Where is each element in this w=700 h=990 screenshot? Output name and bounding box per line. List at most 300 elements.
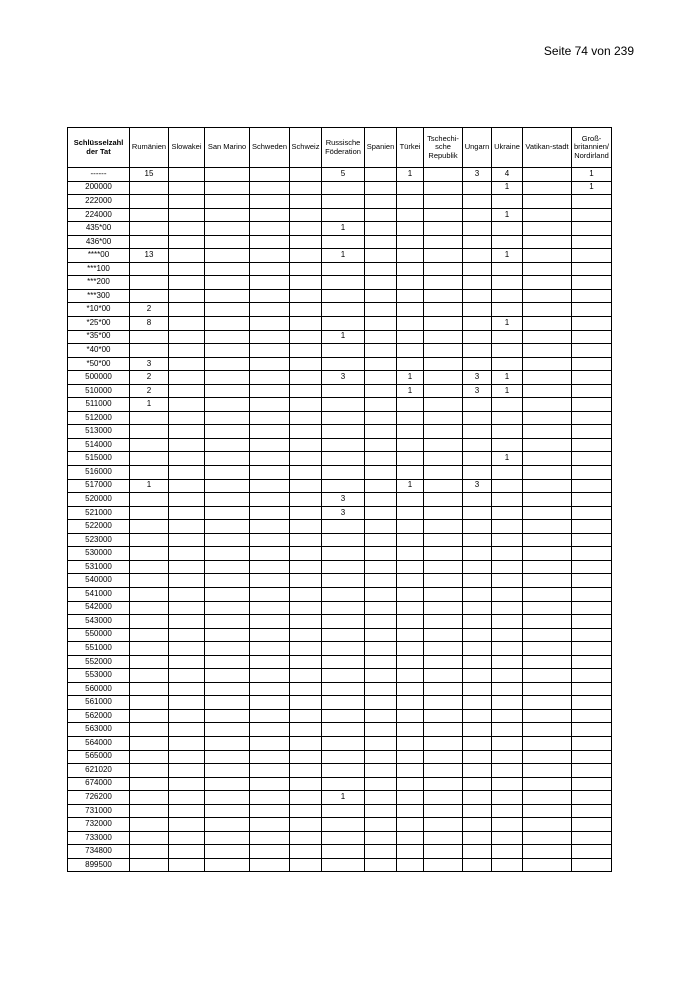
- row-key-cell: 560000: [68, 682, 130, 696]
- table-row: [68, 736, 612, 750]
- table-cell: [572, 262, 612, 276]
- table-row: [68, 547, 612, 561]
- table-cell: [130, 425, 169, 439]
- table-cell: [572, 560, 612, 574]
- table-cell: [169, 669, 205, 683]
- table-cell: [424, 669, 463, 683]
- table-cell: 1: [397, 384, 424, 398]
- table-cell: [523, 506, 572, 520]
- column-header: Türkei: [397, 128, 424, 168]
- table-cell: [523, 831, 572, 845]
- table-cell: 1: [322, 330, 365, 344]
- table-cell: [205, 858, 250, 872]
- table-cell: [523, 344, 572, 358]
- table-cell: [290, 384, 322, 398]
- table-cell: [572, 669, 612, 683]
- table-cell: [250, 655, 290, 669]
- table-cell: [397, 276, 424, 290]
- table-cell: [572, 615, 612, 629]
- table-cell: [169, 371, 205, 385]
- table-cell: [205, 642, 250, 656]
- table-cell: [130, 411, 169, 425]
- table-cell: [523, 235, 572, 249]
- table-cell: [205, 181, 250, 195]
- table-cell: [492, 764, 523, 778]
- table-cell: [130, 208, 169, 222]
- table-cell: [397, 195, 424, 209]
- table-cell: [290, 168, 322, 182]
- table-cell: [365, 208, 397, 222]
- table-cell: [169, 642, 205, 656]
- page-number: Seite 74 von 239: [543, 44, 634, 58]
- table-cell: [397, 601, 424, 615]
- table-cell: [205, 547, 250, 561]
- table-cell: [397, 249, 424, 263]
- table-cell: [250, 425, 290, 439]
- row-key-cell: 516000: [68, 466, 130, 480]
- table-cell: [130, 750, 169, 764]
- table-cell: [250, 533, 290, 547]
- table-cell: [463, 736, 492, 750]
- table-cell: [169, 587, 205, 601]
- table-cell: [290, 479, 322, 493]
- table-cell: [572, 547, 612, 561]
- row-key-cell: 731000: [68, 804, 130, 818]
- table-cell: [322, 642, 365, 656]
- table-cell: 3: [463, 168, 492, 182]
- table-cell: [290, 547, 322, 561]
- table-cell: [290, 425, 322, 439]
- table-cell: [290, 682, 322, 696]
- table-cell: [463, 560, 492, 574]
- table-cell: [365, 520, 397, 534]
- table-cell: [205, 736, 250, 750]
- table-cell: 1: [322, 249, 365, 263]
- table-cell: [523, 587, 572, 601]
- table-cell: [365, 181, 397, 195]
- table-cell: [169, 262, 205, 276]
- row-key-cell: 515000: [68, 452, 130, 466]
- table-cell: 1: [130, 398, 169, 412]
- table-cell: [397, 222, 424, 236]
- table-cell: [365, 249, 397, 263]
- table-cell: [205, 493, 250, 507]
- table-cell: [130, 628, 169, 642]
- table-cell: [365, 736, 397, 750]
- table-cell: [290, 723, 322, 737]
- table-cell: [322, 818, 365, 832]
- table-cell: [205, 791, 250, 805]
- table-cell: [492, 696, 523, 710]
- table-row: [68, 289, 612, 303]
- row-key-cell: *25*00: [68, 317, 130, 331]
- table-cell: [250, 560, 290, 574]
- table-cell: [169, 344, 205, 358]
- table-cell: [523, 858, 572, 872]
- table-cell: [250, 195, 290, 209]
- table-cell: [397, 723, 424, 737]
- row-key-cell: 733000: [68, 831, 130, 845]
- table-cell: [523, 818, 572, 832]
- table-cell: [397, 466, 424, 480]
- table-cell: [169, 520, 205, 534]
- table-cell: [397, 682, 424, 696]
- table-cell: 3: [322, 506, 365, 520]
- table-cell: [322, 804, 365, 818]
- table-cell: [169, 533, 205, 547]
- table-cell: [523, 195, 572, 209]
- table-cell: [169, 235, 205, 249]
- table-cell: 3: [463, 371, 492, 385]
- table-cell: [572, 696, 612, 710]
- table-cell: [205, 357, 250, 371]
- table-row: [68, 181, 612, 195]
- table-cell: [523, 709, 572, 723]
- table-cell: [290, 818, 322, 832]
- table-cell: [572, 506, 612, 520]
- table-cell: [205, 317, 250, 331]
- table-cell: [424, 574, 463, 588]
- table-cell: [250, 791, 290, 805]
- table-cell: [397, 831, 424, 845]
- column-header: Ukraine: [492, 128, 523, 168]
- table-cell: 3: [463, 479, 492, 493]
- table-cell: [463, 452, 492, 466]
- table-cell: [424, 642, 463, 656]
- table-cell: [365, 330, 397, 344]
- table-cell: [322, 452, 365, 466]
- table-cell: [205, 709, 250, 723]
- table-cell: [463, 195, 492, 209]
- table-cell: [322, 560, 365, 574]
- table-row: [68, 574, 612, 588]
- row-key-cell: 523000: [68, 533, 130, 547]
- column-header: Vatikan-stadt: [523, 128, 572, 168]
- table-cell: [492, 479, 523, 493]
- table-cell: [463, 587, 492, 601]
- row-key-cell: 513000: [68, 425, 130, 439]
- table-cell: [205, 831, 250, 845]
- table-cell: [365, 384, 397, 398]
- table-cell: [250, 452, 290, 466]
- table-cell: [169, 506, 205, 520]
- row-key-cell: ------: [68, 168, 130, 182]
- table-cell: [322, 628, 365, 642]
- table-cell: [523, 330, 572, 344]
- row-key-cell: 200000: [68, 181, 130, 195]
- table-cell: [424, 601, 463, 615]
- table-cell: [523, 736, 572, 750]
- table-cell: [290, 642, 322, 656]
- table-cell: [397, 764, 424, 778]
- table-cell: [463, 425, 492, 439]
- table-cell: [290, 764, 322, 778]
- table-row: [68, 615, 612, 629]
- table-cell: [130, 804, 169, 818]
- table-cell: [250, 587, 290, 601]
- table-cell: [523, 262, 572, 276]
- table-cell: [130, 723, 169, 737]
- table-cell: [492, 344, 523, 358]
- table-cell: 1: [322, 791, 365, 805]
- table-cell: [463, 804, 492, 818]
- table-cell: [397, 736, 424, 750]
- table-cell: 1: [397, 168, 424, 182]
- table-row: [68, 208, 612, 222]
- table-cell: [397, 587, 424, 601]
- table-cell: [572, 750, 612, 764]
- table-cell: [572, 845, 612, 859]
- table-row: [68, 317, 612, 331]
- table-cell: [205, 615, 250, 629]
- table-cell: [290, 709, 322, 723]
- table-cell: [205, 289, 250, 303]
- table-cell: [169, 777, 205, 791]
- table-cell: [130, 642, 169, 656]
- table-cell: [424, 466, 463, 480]
- table-cell: [463, 249, 492, 263]
- table-cell: [169, 723, 205, 737]
- table-cell: [205, 696, 250, 710]
- table-cell: [572, 317, 612, 331]
- table-cell: [397, 804, 424, 818]
- table-cell: [169, 466, 205, 480]
- table-cell: [290, 195, 322, 209]
- table-cell: [290, 317, 322, 331]
- table-cell: [290, 181, 322, 195]
- table-cell: [205, 425, 250, 439]
- table-cell: [290, 344, 322, 358]
- table-row: [68, 262, 612, 276]
- table-cell: [130, 587, 169, 601]
- table-cell: 1: [397, 371, 424, 385]
- table-cell: [397, 262, 424, 276]
- table-cell: [463, 791, 492, 805]
- table-cell: [322, 669, 365, 683]
- table-cell: [250, 547, 290, 561]
- table-cell: [169, 479, 205, 493]
- table-cell: [572, 398, 612, 412]
- table-cell: [572, 601, 612, 615]
- table-cell: [424, 181, 463, 195]
- table-cell: 1: [322, 222, 365, 236]
- table-cell: [463, 357, 492, 371]
- table-cell: [523, 533, 572, 547]
- table-cell: [397, 303, 424, 317]
- table-cell: [290, 330, 322, 344]
- table-cell: [169, 222, 205, 236]
- table-cell: [523, 547, 572, 561]
- table-cell: [205, 249, 250, 263]
- table-cell: [322, 479, 365, 493]
- table-cell: [130, 466, 169, 480]
- table-row: [68, 601, 612, 615]
- table-cell: [250, 357, 290, 371]
- table-cell: [463, 438, 492, 452]
- table-cell: [572, 736, 612, 750]
- table-cell: [250, 601, 290, 615]
- table-cell: [169, 615, 205, 629]
- table-cell: 1: [397, 479, 424, 493]
- table-cell: [169, 601, 205, 615]
- table-row: [68, 222, 612, 236]
- table-cell: [463, 235, 492, 249]
- table-row: [68, 669, 612, 683]
- table-cell: [572, 818, 612, 832]
- table-cell: [365, 601, 397, 615]
- table-cell: [424, 520, 463, 534]
- table-cell: [130, 438, 169, 452]
- table-cell: [424, 303, 463, 317]
- table-cell: [169, 493, 205, 507]
- table-cell: [130, 709, 169, 723]
- table-cell: [169, 289, 205, 303]
- table-cell: [463, 696, 492, 710]
- table-cell: [492, 289, 523, 303]
- table-cell: [250, 168, 290, 182]
- table-cell: 13: [130, 249, 169, 263]
- table-cell: [523, 479, 572, 493]
- table-cell: [572, 587, 612, 601]
- table-cell: [322, 696, 365, 710]
- table-cell: [463, 222, 492, 236]
- table-cell: [169, 628, 205, 642]
- table-cell: [365, 276, 397, 290]
- table-cell: [250, 493, 290, 507]
- table-cell: [492, 858, 523, 872]
- table-cell: [492, 669, 523, 683]
- table-cell: [572, 466, 612, 480]
- table-cell: [397, 357, 424, 371]
- table-cell: [523, 249, 572, 263]
- table-cell: [424, 506, 463, 520]
- table-cell: [523, 466, 572, 480]
- table-cell: [169, 438, 205, 452]
- table-cell: [250, 804, 290, 818]
- table-cell: [250, 249, 290, 263]
- table-cell: [523, 682, 572, 696]
- row-key-cell: *35*00: [68, 330, 130, 344]
- table-cell: [523, 574, 572, 588]
- table-cell: [365, 425, 397, 439]
- table-cell: [205, 845, 250, 859]
- table-cell: [424, 168, 463, 182]
- table-cell: [365, 506, 397, 520]
- table-cell: [572, 330, 612, 344]
- table-cell: [424, 479, 463, 493]
- row-key-cell: *50*00: [68, 357, 130, 371]
- table-cell: [130, 655, 169, 669]
- table-cell: [424, 425, 463, 439]
- table-row: [68, 831, 612, 845]
- table-cell: [492, 628, 523, 642]
- table-cell: [492, 791, 523, 805]
- table-cell: [205, 764, 250, 778]
- table-cell: [463, 723, 492, 737]
- table-cell: [250, 466, 290, 480]
- table-cell: [250, 411, 290, 425]
- table-cell: [397, 642, 424, 656]
- table-cell: [169, 845, 205, 859]
- table-cell: [205, 655, 250, 669]
- table-cell: [572, 303, 612, 317]
- table-cell: [322, 384, 365, 398]
- table-cell: [250, 642, 290, 656]
- table-cell: [463, 709, 492, 723]
- table-cell: 1: [492, 317, 523, 331]
- table-cell: [463, 669, 492, 683]
- table-row: [68, 384, 612, 398]
- table-cell: [365, 858, 397, 872]
- table-cell: [250, 344, 290, 358]
- row-key-cell: 512000: [68, 411, 130, 425]
- table-cell: [169, 736, 205, 750]
- table-cell: [365, 587, 397, 601]
- table-cell: [130, 181, 169, 195]
- table-cell: [492, 682, 523, 696]
- table-cell: [205, 466, 250, 480]
- row-key-cell: 511000: [68, 398, 130, 412]
- table-cell: [250, 479, 290, 493]
- table-cell: [572, 804, 612, 818]
- table-cell: [205, 601, 250, 615]
- table-cell: [424, 831, 463, 845]
- table-cell: [523, 493, 572, 507]
- table-cell: [523, 845, 572, 859]
- table-cell: [130, 682, 169, 696]
- table-cell: [397, 344, 424, 358]
- table-cell: [290, 601, 322, 615]
- table-cell: [322, 317, 365, 331]
- table-cell: [130, 858, 169, 872]
- table-cell: [397, 547, 424, 561]
- table-cell: [397, 574, 424, 588]
- row-key-cell: 550000: [68, 628, 130, 642]
- table-cell: [365, 750, 397, 764]
- table-cell: [397, 858, 424, 872]
- table-cell: [130, 574, 169, 588]
- table-cell: [424, 317, 463, 331]
- table-cell: [322, 344, 365, 358]
- table-cell: [322, 723, 365, 737]
- table-cell: [169, 452, 205, 466]
- table-cell: [463, 276, 492, 290]
- row-key-cell: 530000: [68, 547, 130, 561]
- table-cell: [463, 289, 492, 303]
- table-cell: 1: [492, 181, 523, 195]
- table-cell: [523, 601, 572, 615]
- column-header: Ungarn: [463, 128, 492, 168]
- table-cell: [130, 845, 169, 859]
- table-cell: [463, 317, 492, 331]
- table-cell: [572, 384, 612, 398]
- table-cell: [322, 438, 365, 452]
- table-cell: [205, 222, 250, 236]
- table-row: [68, 330, 612, 344]
- table-cell: [572, 628, 612, 642]
- table-cell: [492, 533, 523, 547]
- table-cell: [169, 831, 205, 845]
- column-header: Groß-britannien/ Nordirland: [572, 128, 612, 168]
- table-cell: [365, 804, 397, 818]
- table-cell: [322, 777, 365, 791]
- table-cell: [572, 479, 612, 493]
- table-row: [68, 303, 612, 317]
- table-cell: [572, 791, 612, 805]
- table-cell: [492, 330, 523, 344]
- table-cell: [463, 831, 492, 845]
- table-cell: [397, 520, 424, 534]
